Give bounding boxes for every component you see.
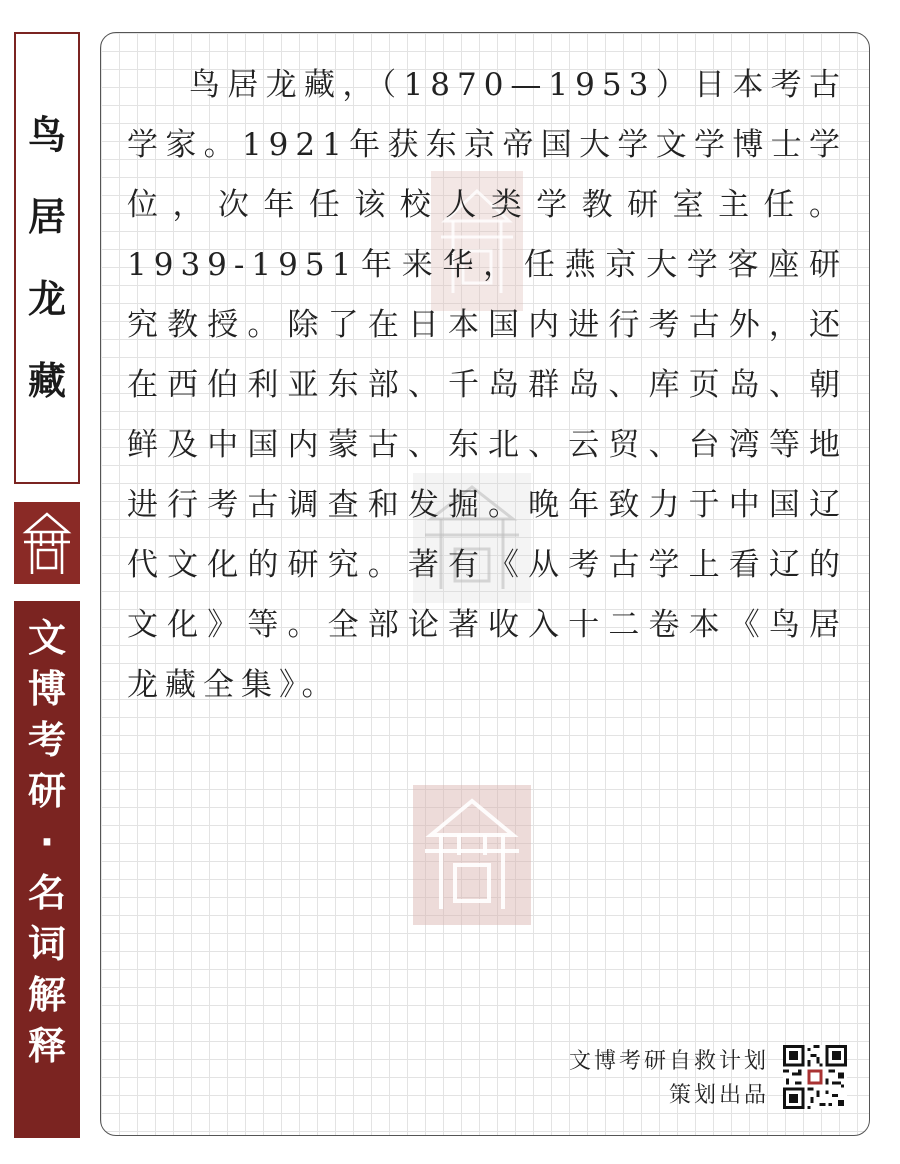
banner-char: 文 [27,616,66,660]
grid-paper [100,32,870,1136]
qr-code-icon[interactable] [783,1045,847,1109]
credit-line: 策划出品 [668,1083,769,1108]
credit-footer [569,1045,769,1113]
banner-char: 考 [27,718,66,762]
credit-line: 文博考研自救计划 [568,1049,769,1074]
banner-char: 解 [27,973,66,1017]
title-char: 鸟 [27,113,66,157]
banner-char: · [39,820,55,864]
title-char: 藏 [27,359,66,403]
title-char: 居 [27,195,66,239]
column-banner [14,601,80,1138]
banner-char: 博 [27,667,66,711]
banner-char: 释 [27,1024,66,1068]
term-definition: 鸟居龙藏，（1870—1953）日本考古学家。1921年获东京帝国大学文学博士学位，次年任该校人类学教研室主任。1939-1951年来华，任燕京大学客座研究教授。除了在日本国内进行考古外，还在西伯利亚东部、千岛群岛、库页岛、朝鲜及中国内蒙古、东北、云贸、台湾等地进行考古调查和发掘。晚年致力于中国辽代文化的研究。著有《从考古学上看辽的文化》等。全部论著收入十二卷本《鸟居龙藏全集》。 [127,67,847,703]
watermark-seal-icon [413,785,531,925]
banner-char: 词 [27,922,66,966]
term-title-box [14,32,80,484]
banner-char: 名 [27,871,66,915]
seal-icon-graphic [14,502,80,584]
seal-icon [14,502,80,584]
banner-char: 研 [27,769,66,813]
title-char: 龙 [27,277,66,321]
